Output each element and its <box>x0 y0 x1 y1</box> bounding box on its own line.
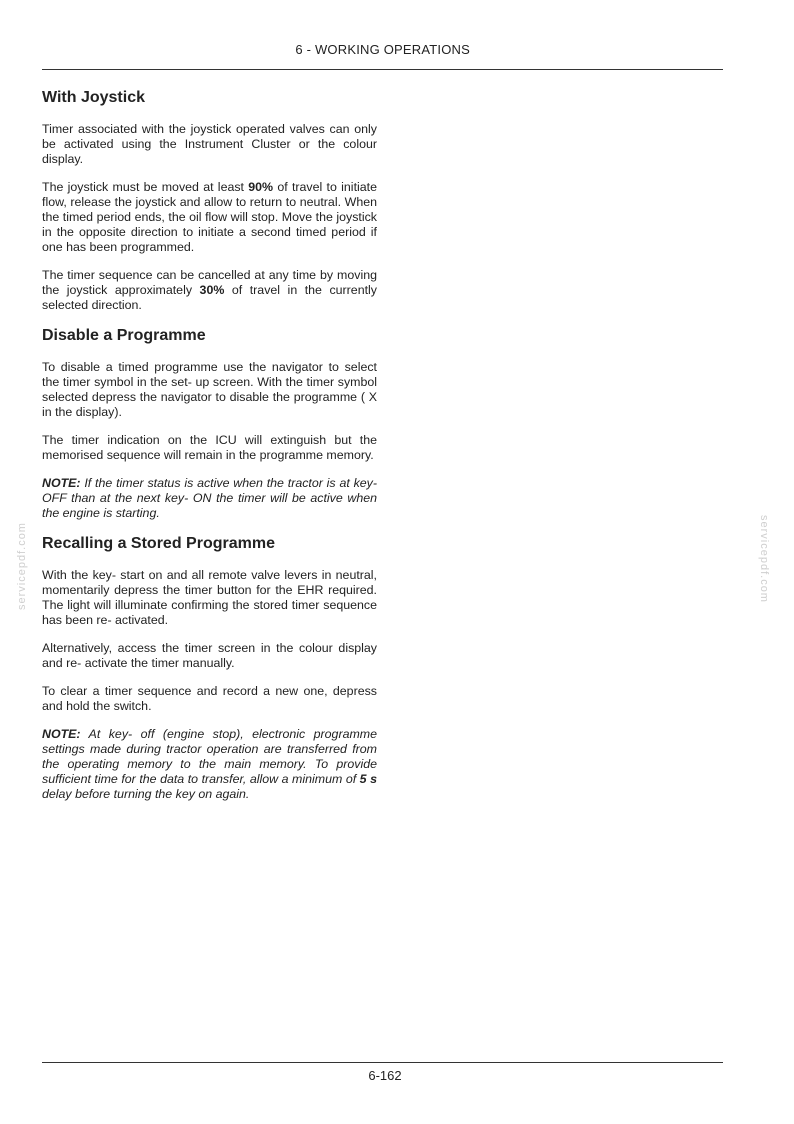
note-label: NOTE: <box>42 727 81 741</box>
note-label: NOTE: <box>42 476 81 490</box>
page-number: 6-162 <box>368 1068 402 1083</box>
watermark-left: servicepdf.com <box>16 522 28 610</box>
bold-value: 5 s <box>359 772 377 786</box>
paragraph: Timer associated with the joystick operated valves can only be activated using the Instrument Cluster or the colour display. <box>42 122 377 166</box>
text-run: If the timer status is active when the tractor is at key- OFF than at the next key- ON the timer will be active when the engine is starting. <box>42 476 377 520</box>
paragraph: The timer indication on the ICU will extinguish but the memorised sequence will remain in the programme memory. <box>42 433 377 462</box>
page-body <box>42 88 377 815</box>
paragraph <box>42 180 377 255</box>
paragraph: Alternatively, access the timer screen in the colour display and re- activate the timer manually. <box>42 641 377 670</box>
text-run: of travel to initiate flow, release the joystick and allow to return to neutral. When the timed period ends, the oil flow will stop. Move the joystick in the opposite direction to initiate a second timed period if one has been programmed. <box>42 180 377 254</box>
paragraph: To disable a timed programme use the navigator to select the timer symbol in the set- up screen. With the timer symbol selected depress the navigator to disable the programme ( X in the display). <box>42 360 377 419</box>
note-paragraph <box>42 476 377 521</box>
paragraph <box>42 268 377 313</box>
section-heading-with-joystick: With Joystick <box>42 89 145 106</box>
text-run: of travel in the currently selected direction. <box>42 283 377 312</box>
bold-value: 30% <box>199 283 225 297</box>
text-run: delay before turning the key on again. <box>42 787 250 801</box>
note-paragraph <box>42 727 377 802</box>
text-run: The joystick must be moved at least <box>42 180 249 194</box>
watermark-right: servicepdf.com <box>758 515 770 603</box>
footer-divider <box>42 1062 723 1063</box>
section-heading-recalling-programme: Recalling a Stored Programme <box>42 535 275 552</box>
paragraph: With the key- start on and all remote valve levers in neutral, momentarily depress the timer button for the EHR required. The light will illuminate confirming the stored timer sequence has been re- activated. <box>42 568 377 627</box>
paragraph: To clear a timer sequence and record a new one, depress and hold the switch. <box>42 684 377 713</box>
section-heading-disable-programme: Disable a Programme <box>42 327 206 344</box>
text-run: At key- off (engine stop), electronic programme settings made during tractor operation are transferred from the operating memory to the main memory. To provide sufficient time for the data to transfer, allow a minimum of <box>42 727 377 786</box>
bold-value: 90% <box>248 180 274 194</box>
header-divider <box>42 69 723 70</box>
text-run: The timer sequence can be cancelled at any time by moving the joystick approximately <box>42 268 377 297</box>
running-header: 6 - WORKING OPERATIONS <box>295 42 470 57</box>
